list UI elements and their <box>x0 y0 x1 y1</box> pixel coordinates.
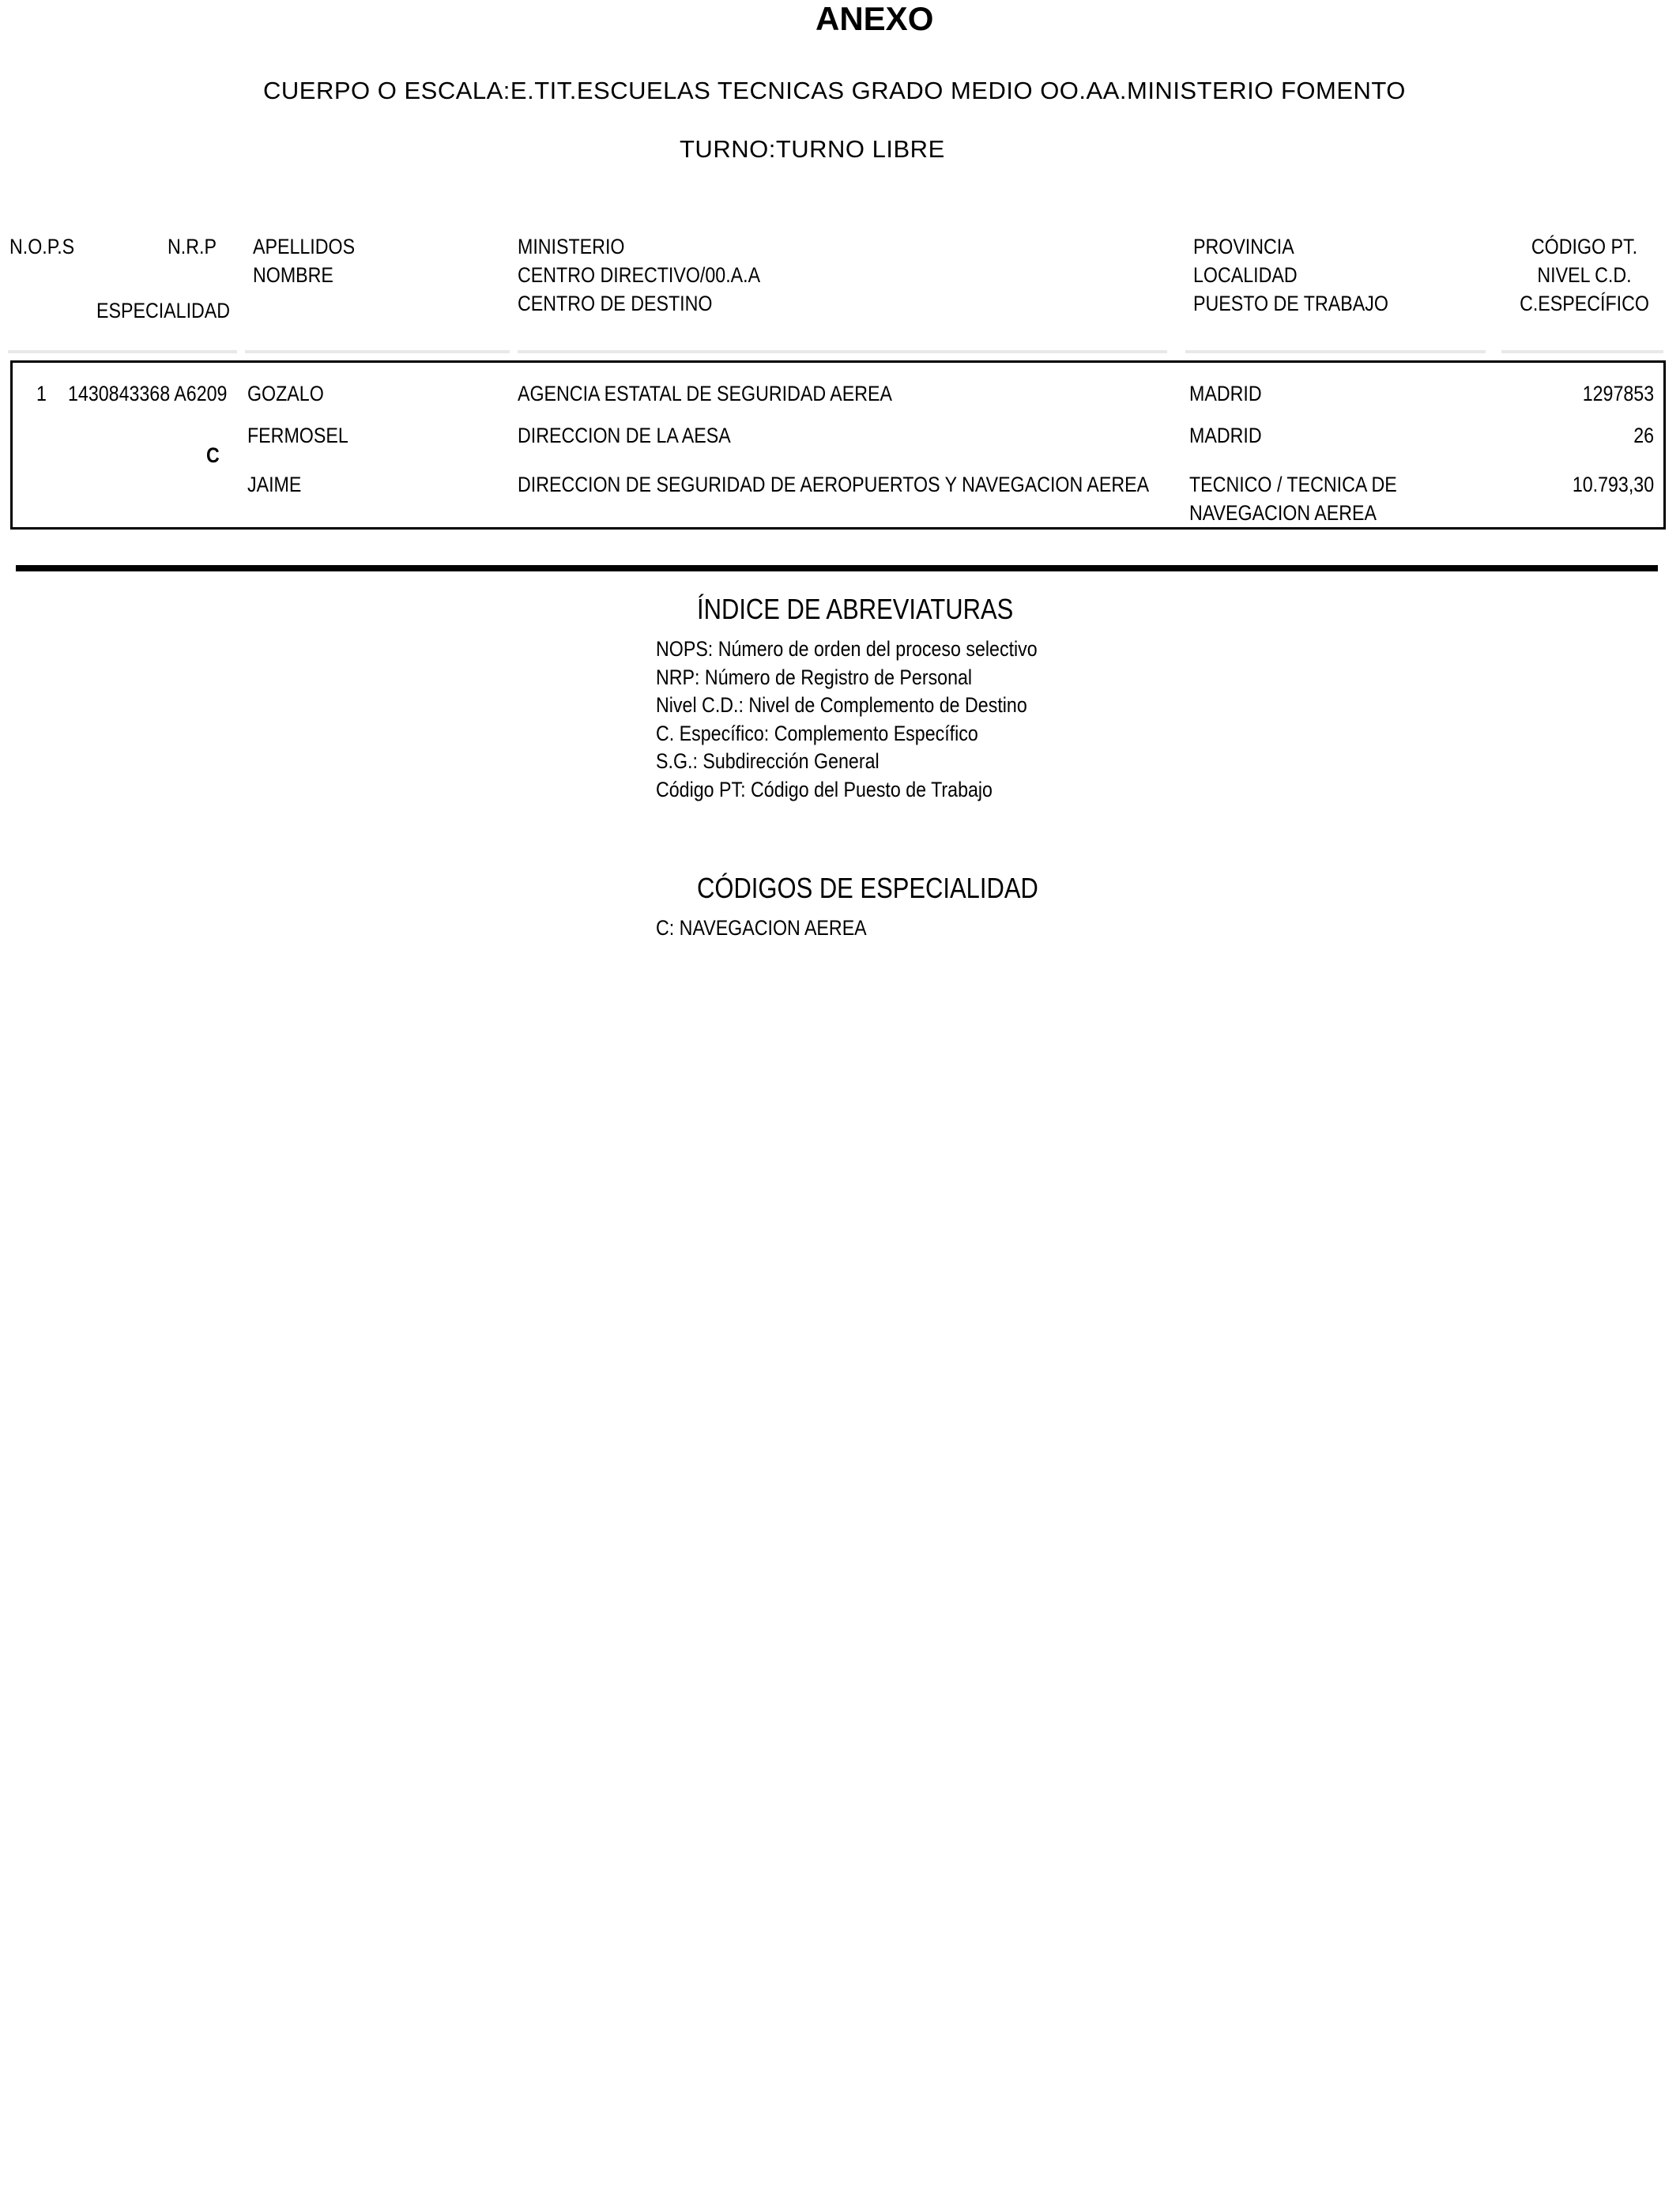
abreviaturas-title: ÍNDICE DE ABREVIATURAS <box>697 593 1014 625</box>
row-nrp: 1430843368 A6209 <box>68 382 228 405</box>
header-centro-directivo: CENTRO DIRECTIVO/00.A.A <box>518 263 761 287</box>
row-apellido2: FERMOSEL <box>247 424 348 447</box>
header-c-especifico: C.ESPECÍFICO <box>1520 292 1649 315</box>
header-nombre: NOMBRE <box>253 263 333 287</box>
especialidades-list <box>656 914 901 943</box>
row-apellido1: GOZALO <box>247 382 324 405</box>
header-apellidos: APELLIDOS <box>253 235 356 258</box>
header-centro-destino: CENTRO DE DESTINO <box>518 292 713 315</box>
row-centro-destino: DIRECCION DE SEGURIDAD DE AEROPUERTOS Y NAVEGACION AEREA <box>518 473 1150 496</box>
header-divider <box>1501 350 1663 353</box>
list-item: C. Específico: Complemento Específico <box>656 721 978 745</box>
row-puesto-line1: TECNICO / TECNICA DE <box>1189 473 1397 496</box>
cuerpo-escala-line <box>263 77 1406 105</box>
list-item: Nivel C.D.: Nivel de Complemento de Destino <box>656 693 1027 717</box>
list-item: S.G.: Subdirección General <box>656 749 880 773</box>
row-especialidad: C <box>206 443 220 467</box>
row-nombre: JAIME <box>247 473 302 496</box>
header-codigo-pt: CÓDIGO PT. <box>1531 235 1638 258</box>
row-provincia: MADRID <box>1189 382 1262 405</box>
especialidades-title: CÓDIGOS DE ESPECIALIDAD <box>697 872 1038 904</box>
document-title: ANEXO <box>816 0 934 37</box>
header-provincia: PROVINCIA <box>1193 235 1294 258</box>
list-item: Código PT: Código del Puesto de Trabajo <box>656 777 993 801</box>
turno-label: TURNO: <box>680 135 776 163</box>
list-item: NOPS: Número de orden del proceso selectivo <box>656 637 1038 661</box>
row-puesto-line2: NAVEGACION AEREA <box>1189 501 1377 525</box>
header-divider <box>245 350 510 353</box>
header-divider <box>8 350 237 353</box>
row-codigo-pt: 1297853 <box>1582 382 1654 405</box>
header-nrp: N.R.P <box>168 235 217 258</box>
header-nivel-cd: NIVEL C.D. <box>1537 263 1632 287</box>
list-item: NRP: Número de Registro de Personal <box>656 665 973 689</box>
cuerpo-value: E.TIT.ESCUELAS TECNICAS GRADO MEDIO OO.AA.MINISTERIO FOMENTO <box>510 77 1406 104</box>
turno-value: TURNO LIBRE <box>775 135 945 163</box>
header-divider <box>518 350 1167 353</box>
section-divider <box>16 565 1658 571</box>
header-nops: N.O.P.S <box>9 235 75 258</box>
row-nivel-cd: 26 <box>1633 424 1654 447</box>
cuerpo-label: CUERPO O ESCALA: <box>263 77 510 104</box>
turno-line <box>680 135 945 164</box>
header-ministerio: MINISTERIO <box>518 235 625 258</box>
list-item: C: NAVEGACION AEREA <box>656 916 867 940</box>
row-c-especifico: 10.793,30 <box>1572 473 1654 496</box>
row-nops: 1 <box>36 382 47 405</box>
header-especialidad: ESPECIALIDAD <box>96 299 231 322</box>
abreviaturas-list <box>656 635 1099 804</box>
row-centro-directivo: DIRECCION DE LA AESA <box>518 424 731 447</box>
row-ministerio: AGENCIA ESTATAL DE SEGURIDAD AEREA <box>518 382 892 405</box>
header-localidad: LOCALIDAD <box>1193 263 1298 287</box>
header-divider <box>1185 350 1486 353</box>
header-puesto: PUESTO DE TRABAJO <box>1193 292 1388 315</box>
row-localidad: MADRID <box>1189 424 1262 447</box>
